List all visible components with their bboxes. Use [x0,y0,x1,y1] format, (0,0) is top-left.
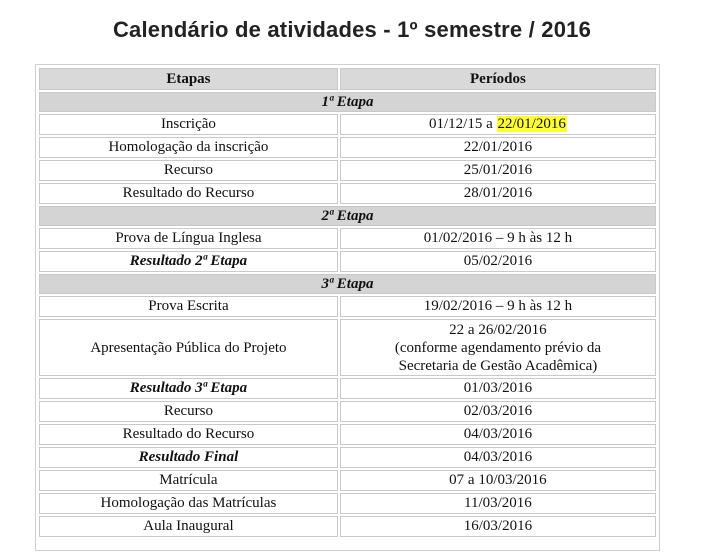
etapa-cell: Prova de Língua Inglesa [39,228,338,249]
table-row [39,493,656,514]
table-row [39,470,656,491]
table-row [39,319,656,376]
etapa-cell: Resultado do Recurso [39,183,338,204]
header-row [39,68,656,90]
highlighted-date: 22/01/2016 [497,116,566,132]
etapa-cell: Recurso [39,160,338,181]
etapa-cell: Recurso [39,401,338,422]
periodo-line: 22 a 26/02/2016 [449,321,547,338]
periodo-cell: 19/02/2016 – 9 h às 12 h [340,296,656,317]
periodo-cell: 16/03/2016 [340,516,656,537]
table-row [39,378,656,399]
periodo-line: Secretaria de Gestão Acadêmica) [398,357,598,374]
etapa-cell: Homologação das Matrículas [39,493,338,514]
table-row [39,114,656,135]
etapa-cell: Resultado do Recurso [39,424,338,445]
periodo-cell: 01/03/2016 [340,378,656,399]
periodo-cell: 05/02/2016 [340,251,656,272]
table-row [39,401,656,422]
periodo-line: (conforme agendamento prévio da [394,339,602,356]
header-periodos: Períodos [340,68,656,90]
periodo-cell: 04/03/2016 [340,424,656,445]
table-row [39,183,656,204]
stage-label: 3ª Etapa [39,274,656,294]
etapa-cell: Apresentação Pública do Projeto [39,319,338,376]
periodo-cell: 04/03/2016 [340,447,656,468]
table-row [39,516,656,537]
periodo-cell: 02/03/2016 [340,401,656,422]
periodo-cell: 28/01/2016 [340,183,656,204]
table-row [39,447,656,468]
etapa-cell: Matrícula [39,470,338,491]
periodo-cell: 01/02/2016 – 9 h às 12 h [340,228,656,249]
etapa-cell: Homologação da inscrição [39,137,338,158]
table-row [39,160,656,181]
stage-row [39,92,656,112]
calendar-table [37,66,658,539]
etapa-cell: Resultado 3ª Etapa [39,378,338,399]
stage-label: 1ª Etapa [39,92,656,112]
table-row [39,228,656,249]
table-row [39,424,656,445]
etapa-cell: Inscrição [39,114,338,135]
periodo-cell: 22/01/2016 [340,137,656,158]
periodo-text: 01/12/15 a [429,116,497,132]
etapa-cell: Aula Inaugural [39,516,338,537]
table-row [39,251,656,272]
periodo-cell [340,319,656,376]
stage-row [39,274,656,294]
etapa-cell: Resultado 2ª Etapa [39,251,338,272]
periodo-cell: 07 a 10/03/2016 [340,470,656,491]
table-row [39,296,656,317]
stage-row [39,206,656,226]
periodo-cell [340,114,656,135]
periodo-cell: 25/01/2016 [340,160,656,181]
etapa-cell: Resultado Final [39,447,338,468]
periodo-cell: 11/03/2016 [340,493,656,514]
page-title: Calendário de atividades - 1º semestre / 2016 [112,17,592,42]
header-etapas: Etapas [39,68,338,90]
stage-label: 2ª Etapa [39,206,656,226]
etapa-cell: Prova Escrita [39,296,338,317]
table-row [39,137,656,158]
